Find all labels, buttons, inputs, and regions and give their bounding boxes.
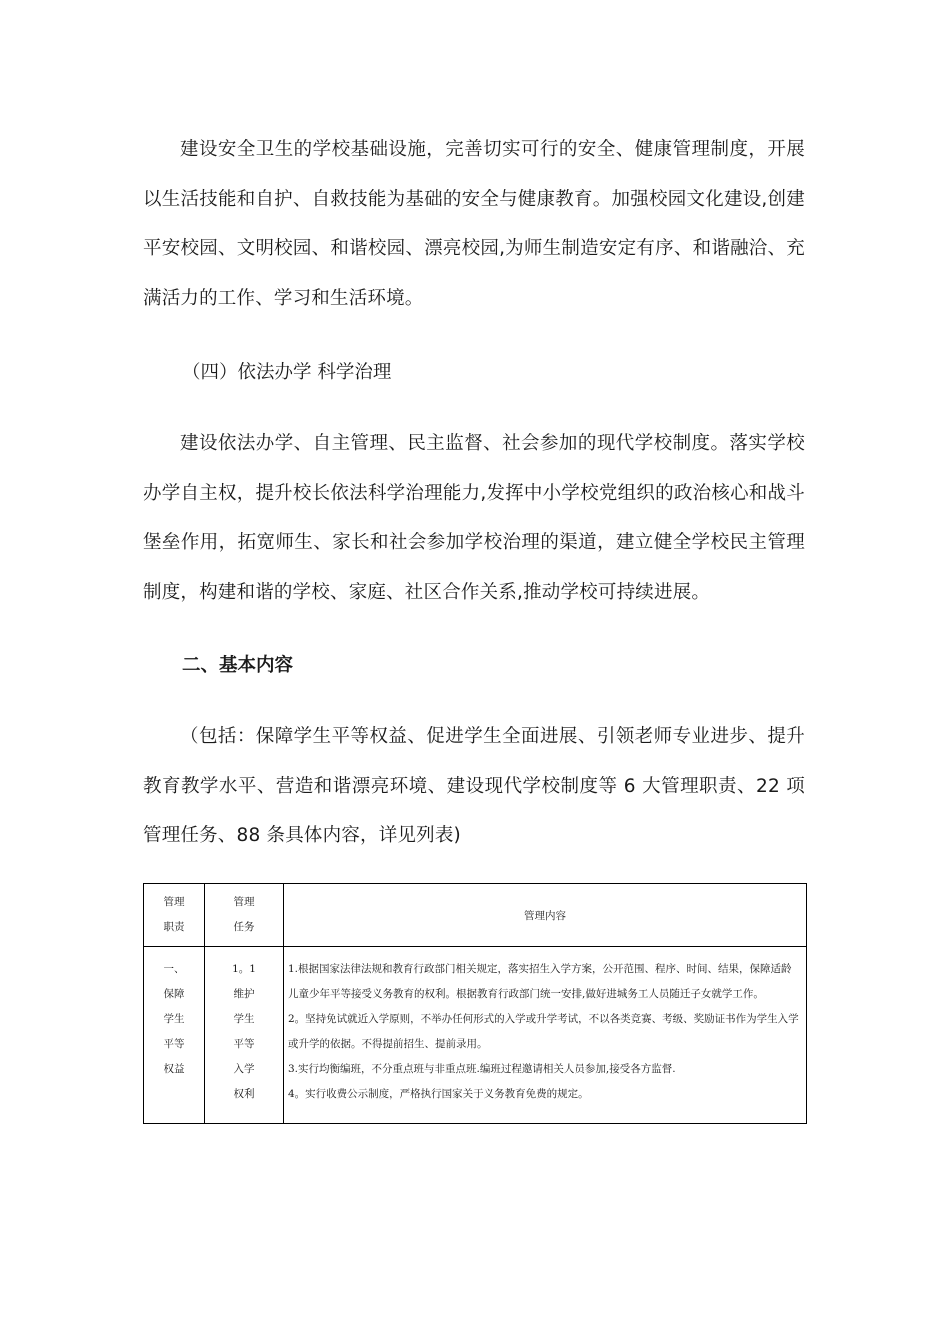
content-item: 2。坚持免试就近入学原则，不举办任何形式的入学或升学考试，不以各类竞赛、考级、奖励证书作为学生入学或升学的依据。不得提前招生、提前录用。 — [288, 1013, 799, 1050]
table-row — [144, 947, 807, 1124]
duty-cell — [144, 947, 205, 1124]
header-task-cell — [205, 884, 284, 947]
task-line: 1。1 — [232, 963, 256, 975]
management-table — [143, 883, 807, 1124]
duty-line: 保障 — [163, 988, 185, 1000]
header-duty-line: 管理 — [163, 896, 185, 908]
content-item: 3.实行均衡编班，不分重点班与非重点班.编班过程邀请相关人员参加,接受各方监督. — [288, 1063, 676, 1075]
header-task-line: 管理 — [233, 896, 255, 908]
header-duty-line: 职责 — [163, 921, 185, 933]
task-line: 维护 — [233, 988, 255, 1000]
duty-line: 权益 — [163, 1063, 185, 1075]
section-heading-basic-content: 二、基本内容 — [182, 655, 294, 676]
paragraph-safety-health: 建设安全卫生的学校基础设施，完善切实可行的安全、健康管理制度，开展以生活技能和自护、自救技能为基础的安全与健康教育。加强校园文化建设,创建平安校园、文明校园、和谐校园、漂亮校园,为师生制造安定有序、和谐融洽、充满活力的工作、学习和生活环境。 — [143, 139, 805, 309]
table-header-row — [144, 884, 807, 947]
task-line: 平等 — [233, 1038, 255, 1050]
paragraph-content-summary: （包括：保障学生平等权益、促进学生全面进展、引领老师专业进步、提升教育教学水平、营造和谐漂亮环境、建设现代学校制度等 6 大管理职责、22 项管理任务、88 条具体内容，详见列表) — [143, 726, 805, 846]
duty-line: 一、 — [163, 963, 185, 975]
task-line: 学生 — [233, 1013, 255, 1025]
duty-line: 学生 — [163, 1013, 185, 1025]
section-heading-law-governance: （四）依法办学 科学治理 — [182, 362, 392, 383]
content-item: 1.根据国家法律法规和教育行政部门相关规定，落实招生入学方案，公开范围、程序、时间、结果，保障适龄儿童少年平等接受义务教育的权利。根据教育行政部门统一安排,做好进城务工人员随迁子女就学工作。 — [288, 963, 792, 1000]
header-content-cell — [284, 884, 807, 947]
duty-line: 平等 — [163, 1038, 185, 1050]
task-line: 权利 — [233, 1088, 255, 1100]
header-duty-cell — [144, 884, 205, 947]
header-task-line: 任务 — [233, 921, 255, 933]
task-line: 入学 — [233, 1063, 255, 1075]
header-content-label: 管理内容 — [524, 909, 566, 922]
task-cell — [205, 947, 284, 1124]
content-cell — [284, 947, 807, 1124]
paragraph-modern-school-system: 建设依法办学、自主管理、民主监督、社会参加的现代学校制度。落实学校办学自主权，提升校长依法科学治理能力,发挥中小学校党组织的政治核心和战斗堡垒作用，拓宽师生、家长和社会参加学校治理的渠道，建立健全学校民主管理制度，构建和谐的学校、家庭、社区合作关系,推动学校可持续进展。 — [143, 433, 805, 603]
content-item: 4。实行收费公示制度，严格执行国家关于义务教育免费的规定。 — [288, 1088, 589, 1100]
